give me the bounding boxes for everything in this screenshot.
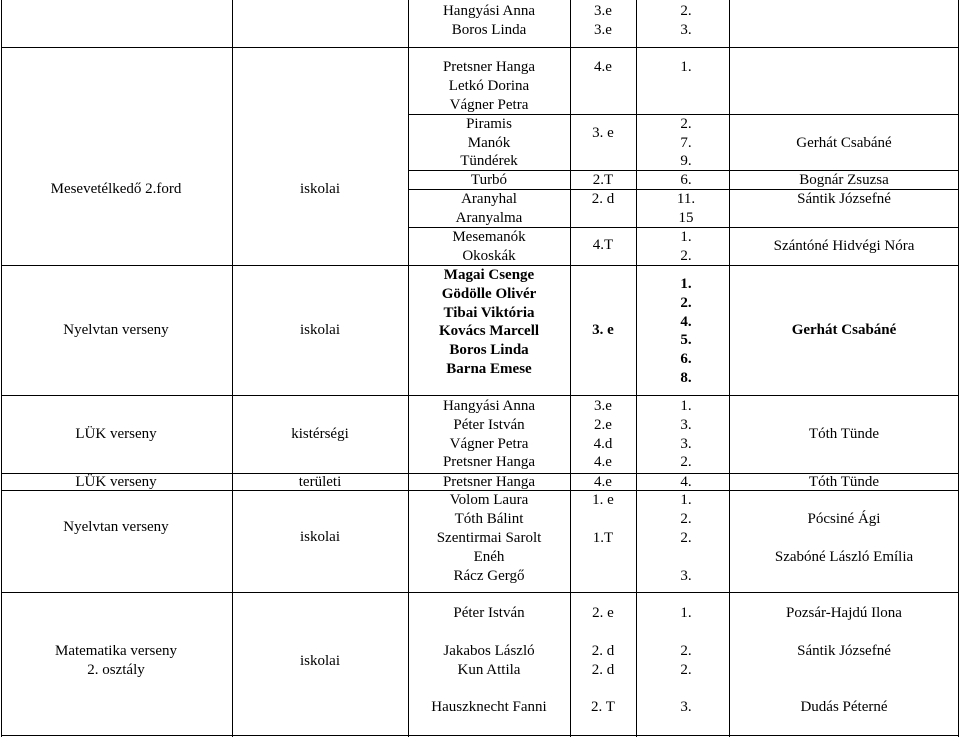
- teacher-name: Dudás Péterné: [800, 699, 888, 715]
- class-cell: 2.e: [594, 417, 612, 433]
- competition-name: LÜK verseny: [75, 474, 157, 490]
- teacher-name: Pócsiné Ági: [807, 511, 881, 527]
- student-name: Péter István: [453, 417, 525, 433]
- place-cell: 4.: [680, 314, 692, 330]
- place-cell: 3.: [680, 568, 692, 584]
- student-name: Szentirmai Sarolt: [436, 530, 542, 546]
- competition-level: iskolai: [300, 181, 340, 197]
- place-cell: 1.: [680, 398, 692, 414]
- class-cell: 4.T: [592, 237, 614, 253]
- teacher-name: Sántik Józsefné: [797, 191, 891, 207]
- team-name: Manók: [467, 135, 511, 151]
- place-cell: 11.: [676, 191, 696, 207]
- student-name: Boros Linda: [449, 342, 529, 358]
- place-cell: 3.: [680, 417, 692, 433]
- place-cell: 2.: [680, 511, 692, 527]
- team-name: Tündérek: [460, 153, 518, 169]
- teacher-name: Szántóné Hidvégi Nóra: [773, 238, 915, 254]
- team-name: Turbó: [470, 172, 508, 188]
- class-cell: 2. d: [591, 191, 615, 207]
- class-cell: 2. e: [592, 605, 614, 621]
- student-name: Péter István: [453, 605, 525, 621]
- student-name: Gödölle Olivér: [441, 286, 537, 302]
- place-cell: 2.: [680, 454, 692, 470]
- place-cell: 1.: [680, 492, 692, 508]
- place-cell: 2.: [680, 116, 692, 132]
- teacher-name: Gerhát Csabáné: [791, 322, 897, 338]
- competition-name: Matematika verseny: [54, 643, 178, 659]
- competition-level: iskolai: [300, 322, 340, 338]
- place-cell: 2.: [680, 295, 692, 311]
- place-cell: 3.: [680, 436, 692, 452]
- student-name: Kovács Marcell: [438, 323, 540, 339]
- class-cell: 3.e: [594, 398, 612, 414]
- teacher-name: Tóth Tünde: [808, 474, 880, 490]
- class-cell: 4.e: [594, 454, 612, 470]
- teacher-name: Bognár Zsuzsa: [799, 172, 889, 188]
- teacher-name: Sántik Józsefné: [797, 643, 891, 659]
- place-cell: 3.: [680, 699, 692, 715]
- student-name: Vágner Petra: [449, 436, 529, 452]
- place-cell: 6.: [680, 351, 692, 367]
- class-cell: 4.e: [594, 474, 612, 490]
- competition-grade: 2. osztály: [87, 662, 145, 678]
- student-name: Magai Csenge: [443, 267, 535, 283]
- class-cell: 2. T: [591, 699, 615, 715]
- student-name: Enéh: [473, 549, 505, 565]
- teacher-name: Tóth Tünde: [808, 426, 880, 442]
- class-cell: 2.T: [592, 172, 614, 188]
- place-cell: 1.: [680, 229, 692, 245]
- student-name: Jakabos László: [443, 643, 535, 659]
- student-name: Vágner Petra: [449, 97, 529, 113]
- competition-name: Nyelvtan verseny: [63, 322, 169, 338]
- student-name: Pretsner Hanga: [442, 59, 536, 75]
- place-cell: 2.: [680, 530, 692, 546]
- teacher-name: Szabóné László Emília: [774, 549, 914, 565]
- place-cell: 1.: [680, 276, 692, 292]
- competition-name: LÜK verseny: [75, 426, 157, 442]
- student-name: Hangyási Anna: [442, 3, 536, 19]
- place-cell: 3.: [680, 22, 692, 38]
- student-name: Rácz Gergő: [453, 568, 525, 584]
- student-name: Kun Attila: [457, 662, 521, 678]
- competition-level: területi: [298, 474, 342, 490]
- class-cell: 4.e: [594, 59, 612, 75]
- place-cell: 2.: [680, 248, 692, 264]
- class-cell: 1.T: [592, 530, 614, 546]
- teacher-name: Pozsár-Hajdú Ilona: [786, 605, 902, 621]
- student-name: Hauszknecht Fanni: [431, 699, 547, 715]
- class-cell: 3. e: [592, 322, 614, 338]
- place-cell: 2.: [680, 662, 692, 678]
- competition-level: kistérségi: [291, 426, 349, 442]
- competition-name: Nyelvtan verseny: [63, 519, 169, 535]
- class-cell: 3. e: [592, 125, 614, 141]
- place-cell: 15: [678, 210, 694, 226]
- place-cell: 5.: [680, 332, 692, 348]
- teacher-name: Gerhát Csabáné: [796, 135, 892, 151]
- team-name: Okoskák: [462, 248, 516, 264]
- student-name: Letkó Dorina: [448, 78, 530, 94]
- student-name: Volom Laura: [449, 492, 529, 508]
- class-cell: 2. d: [591, 662, 615, 678]
- student-name: Tibai Viktória: [443, 305, 535, 321]
- place-cell: 8.: [680, 370, 692, 386]
- place-cell: 9.: [680, 153, 692, 169]
- class-cell: 1. e: [592, 492, 614, 508]
- class-cell: 3.e: [594, 3, 612, 19]
- team-name: Mesemanók: [452, 229, 526, 245]
- competition-name: Mesevetélkedő 2.ford: [50, 181, 182, 197]
- class-cell: 3.e: [594, 22, 612, 38]
- team-name: Aranyhal: [461, 191, 517, 207]
- class-cell: 4.d: [593, 436, 613, 452]
- place-cell: 7.: [680, 135, 692, 151]
- place-cell: 4.: [680, 474, 692, 490]
- student-name: Boros Linda: [451, 22, 527, 38]
- place-cell: 2.: [680, 643, 692, 659]
- class-cell: 2. d: [591, 643, 615, 659]
- team-name: Aranyalma: [455, 210, 523, 226]
- place-cell: 2.: [680, 3, 692, 19]
- team-name: Piramis: [466, 116, 512, 132]
- student-name: Barna Emese: [446, 361, 532, 377]
- student-name: Hangyási Anna: [442, 398, 536, 414]
- student-name: Tóth Bálint: [454, 511, 524, 527]
- competition-level: iskolai: [300, 529, 340, 545]
- place-cell: 1.: [680, 605, 692, 621]
- place-cell: 1.: [680, 59, 692, 75]
- student-name: Pretsner Hanga: [442, 474, 536, 490]
- student-name: Pretsner Hanga: [442, 454, 536, 470]
- place-cell: 6.: [680, 172, 692, 188]
- competition-level: iskolai: [300, 653, 340, 669]
